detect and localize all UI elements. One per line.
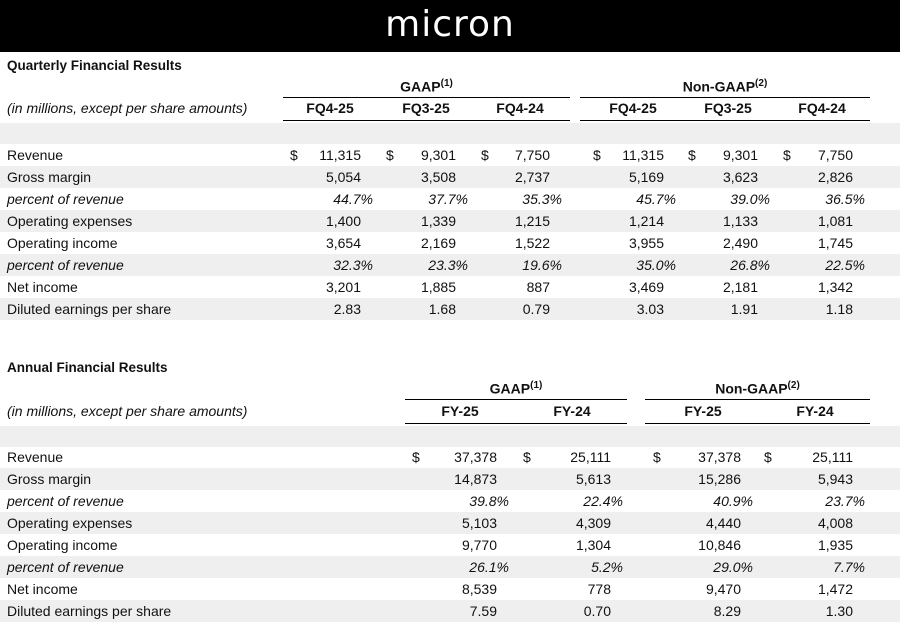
- row-label: Revenue: [7, 147, 64, 163]
- column-header: FQ4-24: [496, 100, 544, 116]
- cell-value: 36.5%: [825, 191, 865, 207]
- column-header: FY-25: [441, 403, 479, 419]
- cell-value: 1.91: [730, 301, 758, 317]
- cell-value: 26.1%: [469, 559, 509, 575]
- currency-symbol: $: [764, 449, 772, 465]
- cell-value: 1.30: [825, 603, 853, 619]
- column-header: FQ4-25: [609, 100, 657, 116]
- row-label: percent of revenue: [7, 191, 124, 207]
- cell-value: 11,315: [622, 147, 664, 163]
- cell-value: 0.79: [522, 301, 550, 317]
- table-row: [0, 188, 900, 210]
- row-label: Net income: [7, 581, 78, 597]
- cell-value: 5,169: [628, 169, 664, 185]
- cell-value: 9,770: [461, 537, 497, 553]
- group-header-non-gaap: [580, 78, 870, 95]
- group-header-non-gaap: [645, 380, 870, 397]
- cell-value: 9,470: [705, 581, 741, 597]
- table-row: [0, 490, 900, 512]
- cell-value: 1,745: [817, 235, 853, 251]
- table-row: [0, 210, 900, 232]
- row-label: Gross margin: [7, 169, 92, 185]
- cell-value: 22.4%: [583, 493, 623, 509]
- spacer-row: [0, 123, 900, 144]
- row-label: percent of revenue: [7, 493, 124, 509]
- cell-value: 3,623: [722, 169, 758, 185]
- cell-value: 5,103: [461, 515, 497, 531]
- cell-value: 2,181: [722, 279, 758, 295]
- table-row: [0, 254, 900, 276]
- group-header-label: GAAP: [400, 78, 441, 95]
- column-header: FY-24: [553, 403, 591, 419]
- cell-value: 2,826: [817, 169, 853, 185]
- cell-value: 35.0%: [636, 257, 676, 273]
- row-label: percent of revenue: [7, 257, 124, 273]
- cell-value: 4,440: [705, 515, 741, 531]
- cell-value: 45.7%: [636, 191, 676, 207]
- footnote-marker: (2): [787, 380, 800, 391]
- group-underline: [405, 399, 627, 400]
- cell-value: 23.3%: [428, 257, 468, 273]
- cell-value: 778: [587, 581, 611, 597]
- column-underline: [283, 120, 570, 121]
- cell-value: 1,133: [722, 213, 758, 229]
- table-row: [0, 512, 900, 534]
- row-label: Operating income: [7, 537, 118, 553]
- table-subtitle: (in millions, except per share amounts): [7, 403, 248, 419]
- cell-value: 15,286: [698, 471, 741, 487]
- row-label: percent of revenue: [7, 559, 124, 575]
- cell-value: 1,885: [420, 279, 456, 295]
- column-underline: [580, 120, 870, 121]
- currency-symbol: $: [481, 147, 489, 163]
- column-header: FQ3-25: [704, 100, 752, 116]
- table-row: [0, 446, 900, 468]
- column-header: FQ4-24: [798, 100, 846, 116]
- group-header-label: Non-GAAP: [715, 380, 788, 397]
- footnote-marker: (1): [440, 78, 453, 89]
- cell-value: 37.7%: [428, 191, 468, 207]
- cell-value: 2,490: [722, 235, 758, 251]
- table-row: [0, 232, 900, 254]
- table-subtitle: (in millions, except per share amounts): [7, 100, 248, 116]
- column-underline: [645, 423, 870, 424]
- cell-value: 37,378: [454, 449, 497, 465]
- section-title: Annual Financial Results: [7, 360, 168, 375]
- cell-value: 32.3%: [333, 257, 373, 273]
- column-header: FQ3-25: [402, 100, 450, 116]
- row-label: Gross margin: [7, 471, 92, 487]
- cell-value: 40.9%: [713, 493, 753, 509]
- table-row: [0, 534, 900, 556]
- cell-value: 11,315: [319, 147, 361, 163]
- cell-value: 4,309: [575, 515, 611, 531]
- row-label: Revenue: [7, 449, 64, 465]
- table-row: [0, 556, 900, 578]
- cell-value: 1.18: [825, 301, 853, 317]
- cell-value: 1,935: [817, 537, 853, 553]
- cell-value: 25,111: [570, 449, 611, 465]
- cell-value: 3,508: [420, 169, 456, 185]
- column-header: FQ4-25: [306, 100, 354, 116]
- row-label: Operating expenses: [7, 213, 133, 229]
- cell-value: 3,654: [325, 235, 361, 251]
- cell-value: 1,214: [628, 213, 664, 229]
- cell-value: 26.8%: [730, 257, 770, 273]
- cell-value: 3.03: [636, 301, 664, 317]
- cell-value: 9,301: [722, 147, 758, 163]
- cell-value: 8,539: [461, 581, 497, 597]
- cell-value: 7,750: [817, 147, 853, 163]
- cell-value: 23.7%: [825, 493, 865, 509]
- cell-value: 7.59: [469, 603, 497, 619]
- cell-value: 2,737: [514, 169, 550, 185]
- cell-value: 5.2%: [591, 559, 623, 575]
- spacer-row: [0, 426, 900, 447]
- cell-value: 9,301: [420, 147, 456, 163]
- cell-value: 14,873: [454, 471, 497, 487]
- group-header-gaap: [405, 380, 627, 397]
- cell-value: 1,215: [514, 213, 550, 229]
- cell-value: 1,472: [817, 581, 853, 597]
- group-header-label: Non-GAAP: [682, 78, 756, 95]
- cell-value: 887: [526, 279, 550, 295]
- cell-value: 39.0%: [730, 191, 770, 207]
- table-row: [0, 276, 900, 298]
- cell-value: 3,201: [325, 279, 361, 295]
- cell-value: 5,943: [817, 471, 853, 487]
- cell-value: 1,339: [420, 213, 456, 229]
- micron-logo: micron: [385, 4, 515, 45]
- cell-value: 4,008: [817, 515, 853, 531]
- cell-value: 1,342: [817, 279, 853, 295]
- group-underline: [645, 399, 870, 400]
- cell-value: 1,081: [817, 213, 853, 229]
- cell-value: 1,400: [325, 213, 361, 229]
- cell-value: 0.70: [583, 603, 611, 619]
- column-header: FY-25: [684, 403, 722, 419]
- cell-value: 44.7%: [333, 191, 373, 207]
- cell-value: 5,054: [325, 169, 361, 185]
- currency-symbol: $: [783, 147, 791, 163]
- footnote-marker: (2): [755, 78, 768, 89]
- column-header: FY-24: [796, 403, 834, 419]
- cell-value: 37,378: [698, 449, 741, 465]
- group-underline: [283, 97, 570, 98]
- table-row: [0, 578, 900, 600]
- cell-value: 29.0%: [713, 559, 753, 575]
- cell-value: 1.68: [428, 301, 456, 317]
- row-label: Net income: [7, 279, 78, 295]
- cell-value: 2.83: [333, 301, 361, 317]
- header-bar: [0, 0, 900, 52]
- table-row: [0, 468, 900, 490]
- currency-symbol: $: [523, 449, 531, 465]
- cell-value: 39.8%: [469, 493, 509, 509]
- cell-value: 35.3%: [522, 191, 562, 207]
- currency-symbol: $: [386, 147, 394, 163]
- cell-value: 7,750: [514, 147, 550, 163]
- cell-value: 1,304: [575, 537, 611, 553]
- footnote-marker: (1): [530, 380, 543, 391]
- group-underline: [580, 97, 870, 98]
- section-title: Quarterly Financial Results: [7, 58, 182, 73]
- row-label: Diluted earnings per share: [7, 301, 172, 317]
- group-header-gaap: [283, 78, 570, 95]
- cell-value: 19.6%: [522, 257, 562, 273]
- table-row: [0, 166, 900, 188]
- cell-value: 5,613: [575, 471, 611, 487]
- row-label: Operating expenses: [7, 515, 133, 531]
- cell-value: 10,846: [698, 537, 741, 553]
- table-row: [0, 144, 900, 166]
- cell-value: 25,111: [812, 449, 853, 465]
- currency-symbol: $: [593, 147, 601, 163]
- cell-value: 2,169: [420, 235, 456, 251]
- row-label: Diluted earnings per share: [7, 603, 172, 619]
- row-label: Operating income: [7, 235, 118, 251]
- column-underline: [405, 423, 627, 424]
- cell-value: 3,955: [628, 235, 664, 251]
- cell-value: 1,522: [514, 235, 550, 251]
- cell-value: 7.7%: [833, 559, 865, 575]
- cell-value: 22.5%: [825, 257, 865, 273]
- cell-value: 8.29: [713, 603, 741, 619]
- group-header-label: GAAP: [489, 380, 531, 397]
- table-row: [0, 600, 900, 622]
- cell-value: 3,469: [628, 279, 664, 295]
- table-row: [0, 298, 900, 320]
- currency-symbol: $: [688, 147, 696, 163]
- currency-symbol: $: [653, 449, 661, 465]
- currency-symbol: $: [412, 449, 420, 465]
- currency-symbol: $: [290, 147, 298, 163]
